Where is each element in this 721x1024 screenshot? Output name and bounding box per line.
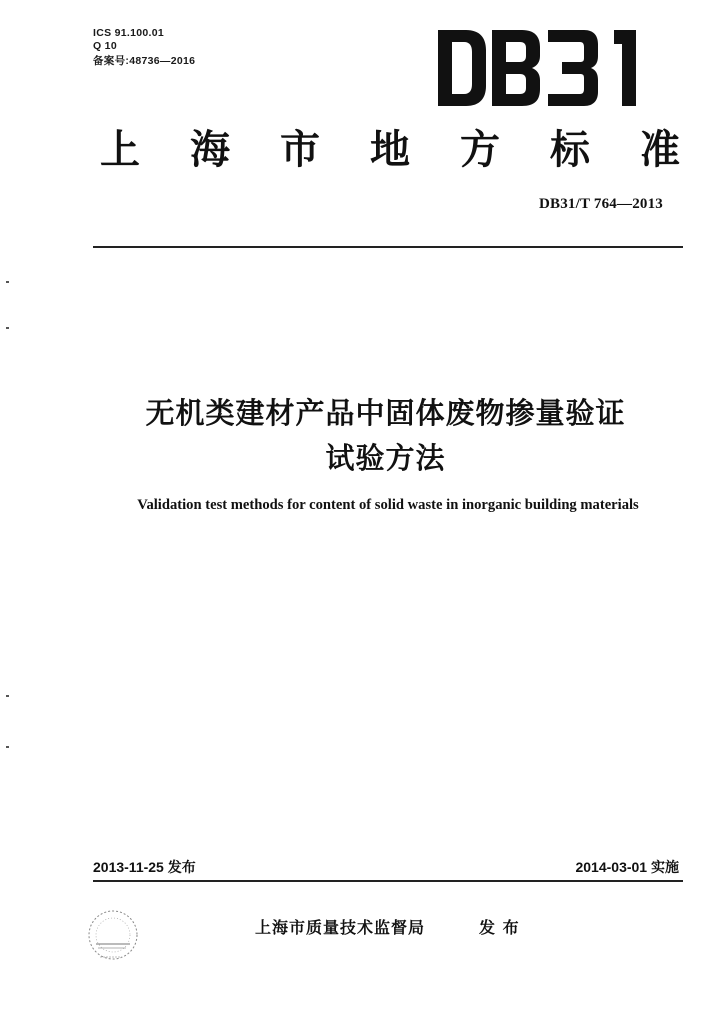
margin-mark (6, 746, 9, 748)
title-cn-line1: 无机类建材产品中固体废物掺量验证 (145, 396, 626, 430)
category-char: 地 (370, 127, 410, 173)
title-en: Validation test methods for content of solid waste in inorganic building materials (137, 497, 639, 513)
header-divider (93, 246, 683, 248)
implementation-date: 2014-03-01 实施 (575, 859, 679, 875)
issue-date: 2013-11-25 发布 (93, 859, 196, 875)
ics-code: ICS 91.100.01 (93, 27, 165, 39)
db31-logo (436, 26, 641, 110)
margin-mark (6, 327, 9, 329)
standard-number: DB31/T 764—2013 (539, 196, 663, 212)
footer-divider (93, 880, 683, 882)
category-char: 方 (460, 127, 500, 173)
standard-category (100, 125, 680, 175)
margin-mark (6, 695, 9, 697)
record-number: 备案号:48736—2016 (93, 55, 196, 67)
publisher-seal-icon (82, 904, 144, 966)
category-char: 标 (550, 127, 590, 173)
category-char: 市 (280, 127, 320, 173)
issuing-authority: 上海市质量技术监督局 (255, 918, 426, 937)
margin-mark (6, 281, 9, 283)
category-char: 上 (100, 127, 140, 173)
title-cn-line2: 试验方法 (325, 441, 446, 475)
ccs-code: Q 10 (93, 40, 117, 52)
issue-action: 发 布 (479, 918, 520, 937)
category-char: 准 (640, 127, 680, 173)
category-char: 海 (190, 127, 230, 173)
